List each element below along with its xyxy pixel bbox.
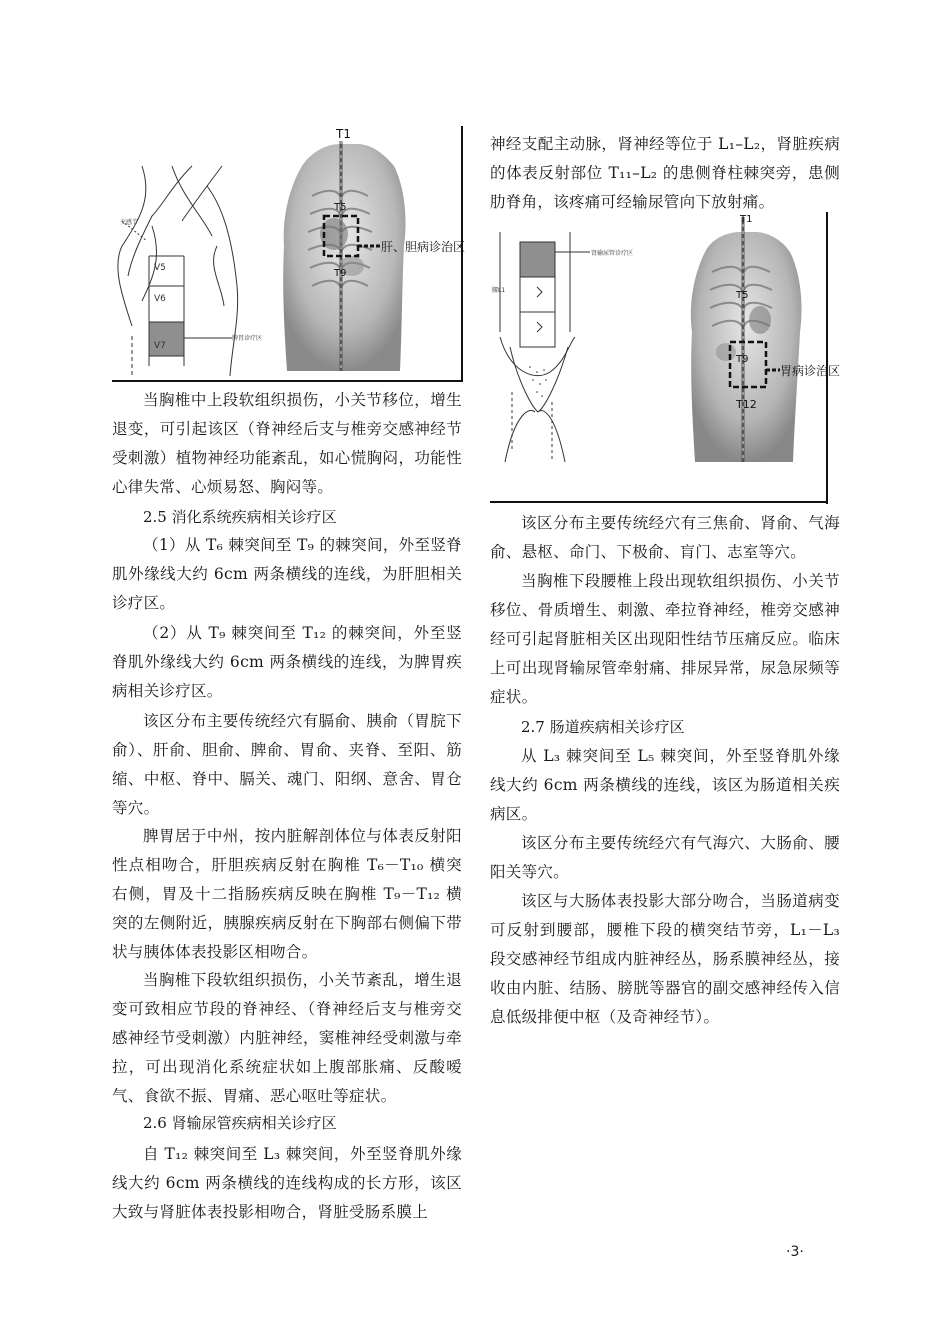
figure2-label-zone: 胃病诊治区 xyxy=(780,364,841,378)
figure1-label-v5: V5 xyxy=(154,263,166,273)
figure1-label-small-zone: 脾胃诊疗区 xyxy=(232,335,263,342)
torso-render xyxy=(283,141,405,371)
right-paragraph-4: 从 L₃ 棘突间至 L₅ 棘突间，外至竖脊肌外缘线大约 6cm 两条横线的连线，该区为肠道相关疾病区。 xyxy=(490,747,840,823)
page-number: ·3· xyxy=(786,1244,804,1260)
figure-stomach-zone xyxy=(490,212,841,504)
left-paragraph-3: （2）从 T₉ 棘突间至 T₁₂ 的棘突间，外至竖脊肌外缘线大约 6cm 两条横线的连线，为脾胃疾病相关诊疗区。 xyxy=(112,624,462,700)
figure-liver-gallbladder-zone xyxy=(112,126,464,382)
heading-2-5: 2.5 消化系统疾病相关诊疗区 xyxy=(143,508,337,526)
right-paragraph-1: 神经支配主动脉，肾神经等位于 L₁–L₂，肾脏疾病的体表反射部位 T₁₁–L₂ 的患侧脊柱棘突旁，患侧肋脊角，该疼痛可经输尿管向下放射痛。 xyxy=(490,135,840,211)
heading-2-6: 2.6 肾输尿管疾病相关诊疗区 xyxy=(143,1114,337,1132)
figure1-label-small-left: 交感节 xyxy=(120,219,139,226)
figure1-drawing xyxy=(112,126,464,382)
figure2-label-small-right: 肾输尿管诊疗区 xyxy=(591,250,634,257)
figure1-label-t9: T9 xyxy=(334,268,347,279)
left-paragraph-2: （1）从 T₆ 棘突间至 T₉ 的棘突间，外至竖脊肌外缘线大约 6cm 两条横线的连线，为肝胆相关诊疗区。 xyxy=(112,536,462,612)
left-paragraph-6: 当胸椎下段软组织损伤，小关节紊乱，增生退变可致相应节段的脊神经、（脊神经后支与椎旁交感神经节受刺激）内脏神经，窦椎神经受刺激与牵拉，可出现消化系统症状如上腹部胀痛、反酸嗳气、食欲不振、胃痛、恶心呕吐等症状。 xyxy=(112,971,462,1105)
figure2-label-t12: T12 xyxy=(736,398,757,411)
right-paragraph-5: 该区分布主要传统经穴有气海穴、大肠俞、腰阳关等穴。 xyxy=(490,834,840,881)
left-paragraph-1: 当胸椎中上段软组织损伤，小关节移位，增生退变，可引起该区（脊神经后支与椎旁交感神经节受刺激）植物神经功能紊乱，如心慌胸闷，功能性心律失常、心烦易怒、胸闷等。 xyxy=(112,391,462,496)
left-paragraph-5: 脾胃居于中州，按内脏解剖体位与体表反射阳性点相吻合，肝胆疾病反射在胸椎 T₆－T₁₀ 横突右侧，胃及十二指肠疾病反映在胸椎 T₉－T₁₂ 横突的左侧附近，胰腺疾病反射在下胸部右侧偏下带状与胰体体表投影区相吻合。 xyxy=(112,827,462,961)
figure1-label-t1: T1 xyxy=(336,127,351,141)
figure2-label-t1: T1 xyxy=(740,214,753,225)
figure2-drawing xyxy=(490,212,841,504)
left-paragraph-7: 自 T₁₂ 棘突间至 L₃ 棘突间，外至竖脊肌外缘线大约 6cm 两条横线的连线构成的长方形，该区大致与肾脏体表投影相吻合，肾脏受肠系膜上 xyxy=(112,1145,462,1221)
figure2-label-t9: T9 xyxy=(736,354,749,365)
right-paragraph-2: 该区分布主要传统经穴有三焦俞、肾俞、气海俞、悬枢、命门、下极俞、肓门、志室等穴。 xyxy=(490,514,840,561)
figure1-label-t5: T5 xyxy=(334,202,347,213)
figure2-label-small-left: 腰L1 xyxy=(492,287,506,294)
figure1-label-zone: 肝、胆病诊治区 xyxy=(381,240,466,254)
right-paragraph-6: 该区与大肠体表投影大部分吻合，当肠道病变可反射到腰部，腰椎下段的横突结节旁，L₁－L₃ 段交感神经节组成内脏神经丛，肠系膜神经丛，接收由内脏、结肠、膀胱等器官的副交感神经传入信息低级排便中枢（及奇神经节）。 xyxy=(490,892,840,1026)
right-paragraph-3: 当胸椎下段腰椎上段出现软组织损伤、小关节移位、骨质增生、刺激、牵拉脊神经，椎旁交感神经可引起肾脏相关区出现阳性结节压痛反应。临床上可出现肾输尿管牵射痛、排尿异常，尿急尿频等症状。 xyxy=(490,572,840,706)
left-paragraph-4: 该区分布主要传统经穴有膈俞、胰俞（胃脘下俞）、肝俞、胆俞、脾俞、胃俞、夹脊、至阳、筋缩、中枢、脊中、膈关、魂门、阳纲、意舍、胃仓等穴。 xyxy=(112,712,462,817)
heading-2-7: 2.7 肠道疾病相关诊疗区 xyxy=(521,718,685,736)
figure2-label-t5: T5 xyxy=(736,290,749,301)
figure1-label-v7: V7 xyxy=(154,341,166,351)
torso2-render xyxy=(691,217,802,462)
figure1-label-v6: V6 xyxy=(154,294,166,304)
